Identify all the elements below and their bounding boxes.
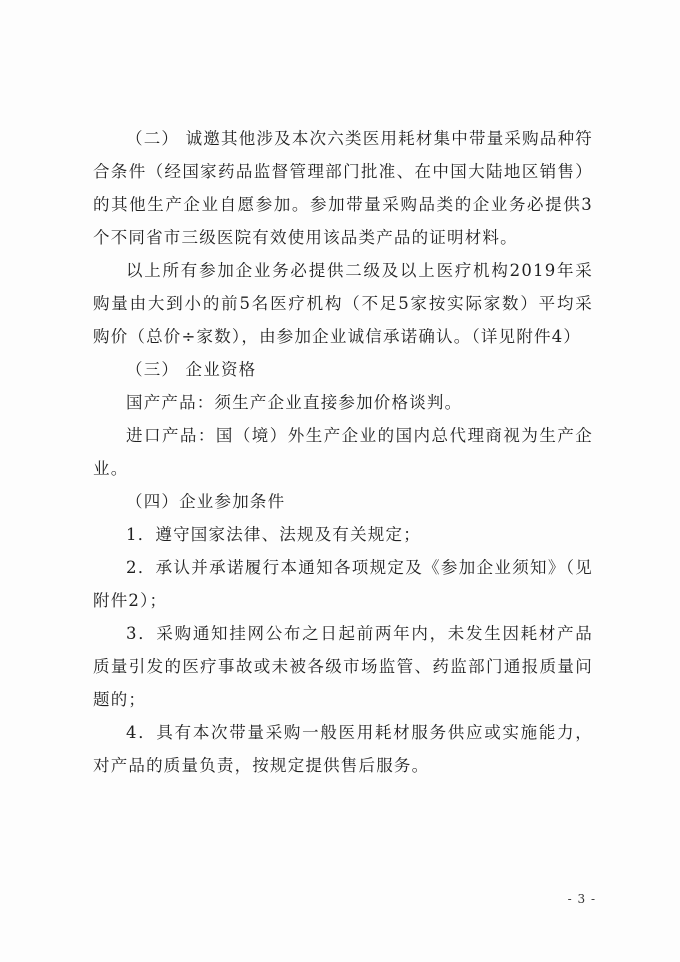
paragraph-invitation: （二） 诚邀其他涉及本次六类医用耗材集中带量采购品种符合条件（经国家药品监督管理部门批准、在中国大陆地区销售）的其他生产企业自愿参加。参加带量采购品类的企业务必提供3个不同省市三级医院有效使用该品类产品的证明材料。 xyxy=(93,129,593,247)
paragraph-purchase-price: 以上所有参加企业务必提供二级及以上医疗机构2019年采购量由大到小的前5名医疗机构（不足5家按实际家数）平均采购价（总价÷家数），由参加企业诚信承诺确认。（详见附件4） xyxy=(93,261,593,346)
condition-item-3: 3．采购通知挂网公布之日起前两年内，未发生因耗材产品质量引发的医疗事故或未被各级市场监管、药监部门通报质量问题的； xyxy=(93,624,593,709)
paragraph-domestic-products: 国产产品：须生产企业直接参加价格谈判。 xyxy=(126,393,463,412)
heading-enterprise-qualification: （三） 企业资格 xyxy=(126,360,257,379)
condition-item-2: 2．承认并承诺履行本通知各项规定及《参加企业须知》（见附件2）； xyxy=(93,558,593,610)
page-number: - 3 - xyxy=(567,892,596,906)
heading-participation-conditions: （四）企业参加条件 xyxy=(126,492,286,511)
condition-item-1: 1．遵守国家法律、法规及有关规定； xyxy=(126,525,421,544)
paragraph-imported-products: 进口产品：国（境）外生产企业的国内总代理商视为生产企业。 xyxy=(93,426,593,478)
condition-item-4: 4．具有本次带量采购一般医用耗材服务供应或实施能力，对产品的质量负责，按规定提供售后服务。 xyxy=(93,723,593,775)
document-body xyxy=(93,122,593,782)
